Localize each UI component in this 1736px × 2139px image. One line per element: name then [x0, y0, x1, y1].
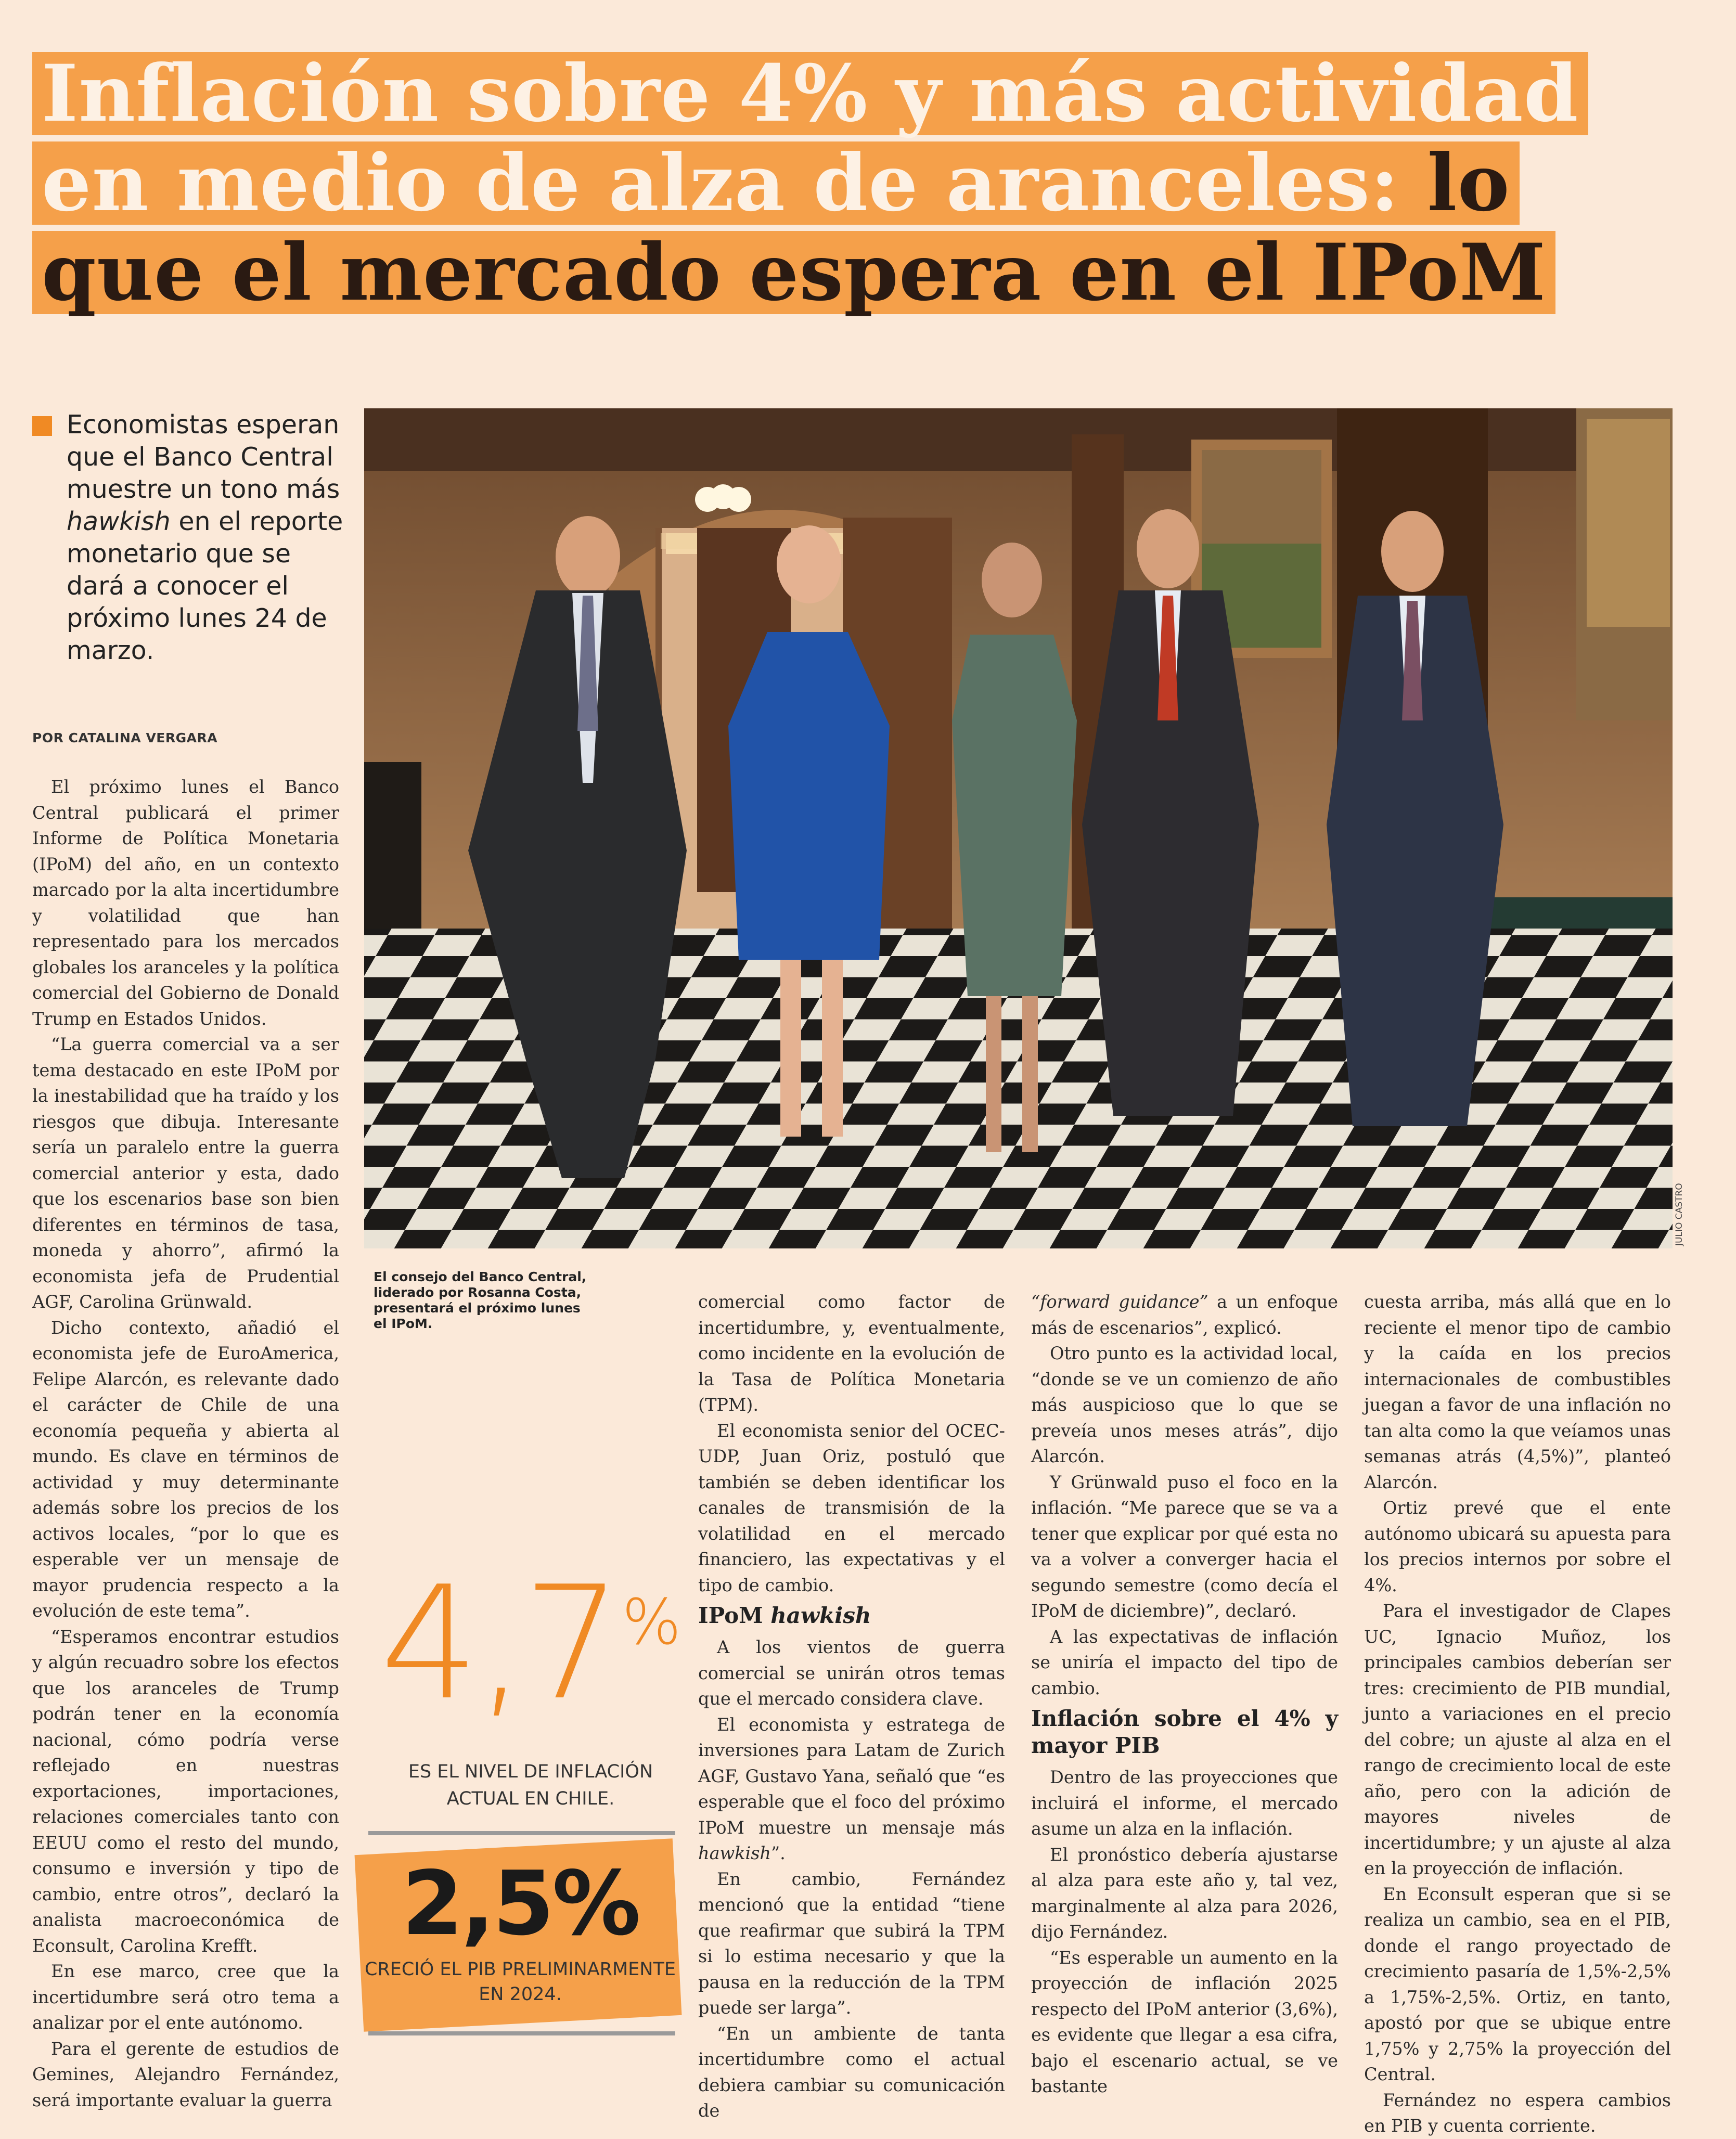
article-column-4	[1364, 1289, 1671, 2139]
paragraph: comercial como factor de incertidumbre, y, eventualmente, como incidente en la evolución de la Tasa de Política Monetaria (TPM).	[698, 1292, 1005, 1415]
text-emphasis: hawkish	[698, 1843, 771, 1863]
headline-line-2b: lo	[1427, 137, 1510, 229]
paragraph: El próximo lunes el Banco Central publicará el primer Informe de Política Monetaria (IPoM) del año, en un contexto marcado por la alta incertidumbre y volatilidad que han representado para los mercados globales los aranceles y la política comercial del Gobierno de Donald Trump en Estados Unidos.	[32, 777, 339, 1029]
paragraph: En Econsult esperan que si se realiza un cambio, sea en el PIB, donde el rango proyectado de crecimiento pasaría de 1,5%-2,5% a 1,75%-2,5%. Ortiz, en tanto, apostó por que se ubique entre 1,75% y 2,75% la proyección del Central.	[1364, 1884, 1671, 2084]
paragraph	[698, 1712, 1005, 1866]
headline-line-1: Inflación sobre 4% y más actividad	[32, 52, 1588, 135]
text-run: El economista y estratega de inversiones para Latam de Zurich AGF, Gustavo Yana, señaló que “es esperable que el foco del próximo IPoM muestre un mensaje más	[698, 1714, 1005, 1838]
lead-bullet-square	[32, 416, 52, 436]
text-run: a un enfoque más de escenarios”, explicó.	[1031, 1292, 1338, 1338]
subheading-ipom-hawkish	[698, 1602, 1005, 1629]
lead-emphasis: hawkish	[67, 507, 171, 536]
inflation-unit: %	[622, 1587, 681, 1659]
paragraph: “En un ambiente de tanta incertidumbre como el actual debiera cambiar su comunicación de	[698, 2023, 1005, 2121]
byline: POR CATALINA VERGARA	[32, 730, 218, 745]
paragraph: Dentro de las proyecciones que incluirá el informe, el mercado asume un alza en la inflación.	[1031, 1767, 1338, 1839]
paragraph	[1031, 1289, 1338, 1341]
text-emphasis: “forward guidance”	[1031, 1292, 1208, 1312]
subheading-part: IPoM	[698, 1603, 763, 1628]
headline-line-3: que el mercado espera en el IPoM	[32, 231, 1555, 314]
paragraph: Para el investigador de Clapes UC, Ignacio Muñoz, los principales cambios deberían ser tres: crecimiento de PIB mundial, junto a variaciones en el precio del cobre; un ajuste al alza en el rango de crecimiento local de este año, pero con la adición de mayores niveles de incertidumbre; y un ajuste al alza en la proyección de inflación.	[1364, 1601, 1671, 1878]
paragraph: El pronóstico debería ajustarse al alza para este año y, tal vez, marginalmente al alza para 2026, dijo Fernández.	[1031, 1844, 1338, 1942]
paragraph: Para el gerente de estudios de Gemines, Alejandro Fernández, será importante evaluar la guerra	[32, 2038, 339, 2110]
paragraph: cuesta arriba, más allá que en lo reciente el menor tipo de cambio y la caída en los precios internacionales de combustibles juegan a favor de una inflación no tan alta como la que veíamos unas semanas atrás (4,5%)”, planteó Alarcón.	[1364, 1292, 1671, 1492]
paragraph: Ortiz prevé que el ente autónomo ubicará su apuesta para los precios internos por sobre el 4%.	[1364, 1498, 1671, 1595]
gdp-value: 2,5%	[402, 1852, 639, 1955]
inflation-label: ES EL NIVEL DE INFLACIÓN ACTUAL EN CHILE.	[408, 1761, 653, 1809]
article-column-1	[32, 774, 339, 2113]
paragraph: A las expectativas de inflación se uniría el impacto del tipo de cambio.	[1031, 1626, 1338, 1698]
paragraph: Fernández no espera cambios en PIB y cuenta corriente.	[1364, 2090, 1671, 2136]
headline-line-2	[32, 137, 1520, 229]
inflation-stat	[375, 1553, 687, 1734]
subheading-inflation: Inflación sobre el 4% y mayor PIB	[1031, 1706, 1338, 1758]
paragraph: En cambio, Fernández mencionó que la entidad “tiene que reafirmar que subirá la TPM si lo estima necesario y que la pausa en la reducción de la TPM puede ser larga”.	[698, 1869, 1005, 2018]
photo-caption: El consejo del Banco Central, liderado por Rosanna Costa, presentará el próximo lunes el IPoM.	[374, 1269, 587, 1331]
lead-text-2: en el reporte monetario que se dará a conocer el próximo lunes 24 de marzo.	[67, 507, 343, 665]
paragraph: Dicho contexto, añadió el economista jefe de EuroAmerica, Felipe Alarcón, es relevante dado el carácter de Chile de una economía pequeña y abierta al mundo. Es clave en términos de actividad y muy determinante además sobre los precios de los activos locales, “por lo que es esperable ver un mensaje de mayor prudencia respecto a la evolución de este tema”.	[32, 1317, 339, 1621]
subheading-emphasis: hawkish	[770, 1603, 871, 1628]
paragraph: Y Grünwald puso el foco en la inflación. “Me parece que se va a tener que explicar por qué esta no va a volver a converger hacia el segundo semestre (como decía el IPoM de diciembre)”, declaró.	[1031, 1472, 1338, 1621]
paragraph: Otro punto es la actividad local, “donde se ve un comienzo de año más auspicioso que lo que se preveía unos meses atrás”, dijo Alarcón.	[1031, 1343, 1338, 1466]
board-photo	[364, 408, 1673, 1248]
inflation-value: 4,7	[380, 1553, 619, 1734]
paragraph: A los vientos de guerra comercial se unirán otros temas que el mercado considera clave.	[698, 1637, 1005, 1709]
stat-divider	[368, 2031, 675, 2035]
headline-line-2a: en medio de alza de aranceles:	[42, 137, 1400, 229]
photo-credit: JULIO CASTRO	[1674, 1183, 1684, 1246]
text-run: ”.	[771, 1843, 786, 1863]
stat-divider	[368, 1831, 675, 1835]
article-column-2	[698, 1289, 1005, 2124]
paragraph: “Es esperable un aumento en la proyección de inflación 2025 respecto del IPoM anterior (3,6%), es evidente que llegar a esa cifra, bajo el escenario actual, se ve bastante	[1031, 1947, 1338, 2096]
gdp-label: CRECIÓ EL PIB PRELIMINARMENTE EN 2024.	[365, 1959, 676, 2005]
paragraph: El economista senior del OCEC-UDP, Juan Oriz, postuló que también se deben identificar los canales de transmisión de la volatilidad en el mercado financiero, las expectativas y el tipo de cambio.	[698, 1420, 1005, 1595]
paragraph: “Esperamos encontrar estudios y algún recuadro sobre los efectos que los aranceles de Trump podrán tener en la economía nacional, cómo podría verse reflejado en nuestras exportaciones, importaciones, relaciones comerciales tanto con EEUU como el resto del mundo, consumo e inversión y tipo de cambio, entre otros”, declaró la analista macroeconómica de Econsult, Carolina Krefft.	[32, 1626, 339, 1956]
photo-illustration	[364, 408, 1673, 1248]
paragraph: “La guerra comercial va a ser tema destacado en este IPoM por la inestabilidad que ha traído y los riesgos que dibuja. Interesante sería un paralelo entre la guerra comercial anterior y esta, dado que los escenarios base son bien diferentes en términos de tasa, moneda y ahorro”, afirmó la economista jefa de Prudential AGF, Carolina Grünwald.	[32, 1034, 339, 1312]
paragraph: En ese marco, cree que la incertidumbre será otro tema a analizar por el ente autónomo.	[32, 1961, 339, 2033]
lead-summary	[67, 409, 348, 667]
lead-text-1: Economistas esperan que el Banco Central muestre un tono más	[67, 410, 340, 504]
article-column-3	[1031, 1289, 1338, 2099]
